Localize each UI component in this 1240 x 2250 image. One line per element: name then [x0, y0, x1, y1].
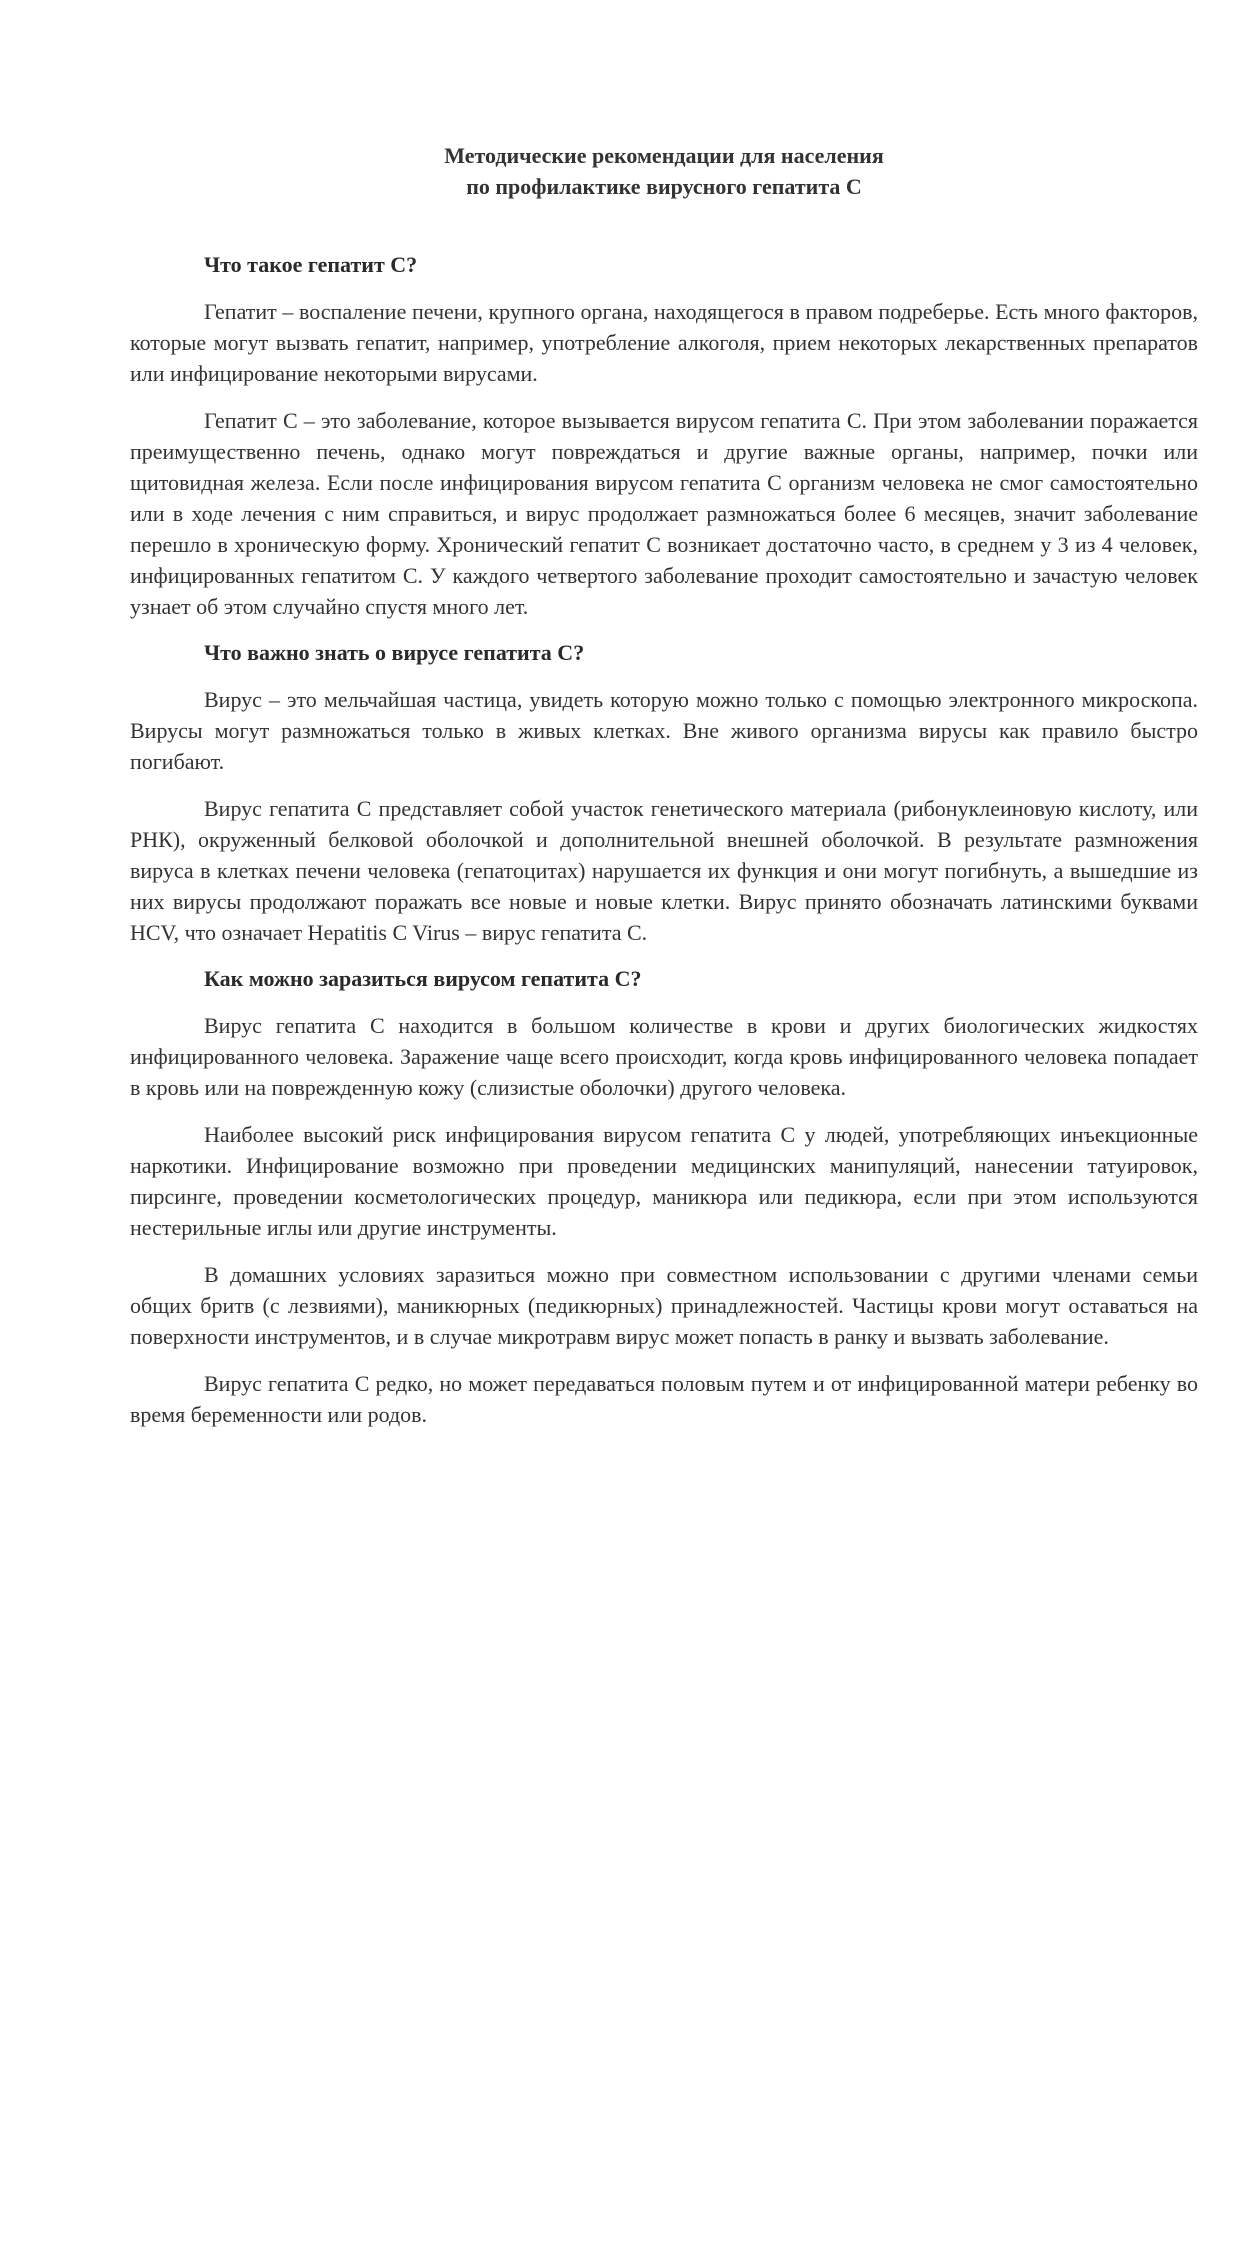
section-transmission	[130, 964, 1198, 1430]
section-heading: Что такое гепатит С?	[204, 252, 418, 277]
title-line-1: Методические рекомендации для населения	[444, 143, 884, 168]
section-what-is-hepatitis-c	[130, 250, 1198, 622]
document-title	[130, 140, 1198, 202]
section-heading: Как можно заразиться вирусом гепатита С?	[204, 966, 642, 991]
paragraph: Вирус гепатита С находится в большом количестве в крови и других биологических жидкостях инфицированного человека. Заражение чаще всего происходит, когда кровь инфицированного человека попадает в кровь или на поврежденную кожу (слизистые оболочки) другого человека.	[130, 1013, 1198, 1100]
paragraph: Наиболее высокий риск инфицирования вирусом гепатита С у людей, употребляющих инъекционные наркотики. Инфицирование возможно при проведении медицинских манипуляций, нанесении татуировок, пирсинге, проведении косметологических процедур, маникюра или педикюра, если при этом используются нестерильные иглы или другие инструменты.	[130, 1122, 1198, 1240]
paragraph: Гепатит – воспаление печени, крупного органа, находящегося в правом подреберье. Есть много факторов, которые могут вызвать гепатит, например, употребление алкоголя, прием некоторых лекарственных препаратов или инфицирование некоторыми вирусами.	[130, 299, 1198, 386]
section-about-virus	[130, 638, 1198, 948]
paragraph: В домашних условиях заразиться можно при совместном использовании с другими членами семьи общих бритв (с лезвиями), маникюрных (педикюрных) принадлежностей. Частицы крови могут оставаться на поверхности инструментов, и в случае микротравм вирус может попасть в ранку и вызвать заболевание.	[130, 1262, 1198, 1349]
paragraph: Вирус – это мельчайшая частица, увидеть которую можно только с помощью электронного микроскопа. Вирусы могут размножаться только в живых клетках. Вне живого организма вирусы как правило быстро погибают.	[130, 687, 1198, 774]
paragraph: Гепатит С – это заболевание, которое вызывается вирусом гепатита С. При этом заболевании поражается преимущественно печень, однако могут повреждаться и другие важные органы, например, почки или щитовидная железа. Если после инфицирования вирусом гепатита С организм человека не смог самостоятельно или в ходе лечения с ним справиться, и вирус продолжает размножаться более 6 месяцев, значит заболевание перешло в хроническую форму. Хронический гепатит С возникает достаточно часто, в среднем у 3 из 4 человек, инфицированных гепатитом С. У каждого четвертого заболевание проходит самостоятельно и зачастую человек узнает об этом случайно спустя много лет.	[130, 408, 1198, 619]
paragraph: Вирус гепатита С представляет собой участок генетического материала (рибонуклеиновую кислоту, или РНК), окруженный белковой оболочкой и дополнительной внешней оболочкой. В результате размножения вируса в клетках печени человека (гепатоцитах) нарушается их функция и они могут погибнуть, а вышедшие из них вирусы продолжают поражать все новые и новые клетки. Вирус принято обозначать латинскими буквами HCV, что означает Hepatitis C Virus – вирус гепатита С.	[130, 796, 1198, 945]
section-heading: Что важно знать о вирусе гепатита С?	[204, 640, 585, 665]
paragraph: Вирус гепатита С редко, но может передаваться половым путем и от инфицированной матери ребенку во время беременности или родов.	[130, 1371, 1198, 1427]
document-page	[130, 140, 1198, 1446]
title-line-2: по профилактике вирусного гепатита С	[466, 174, 862, 199]
